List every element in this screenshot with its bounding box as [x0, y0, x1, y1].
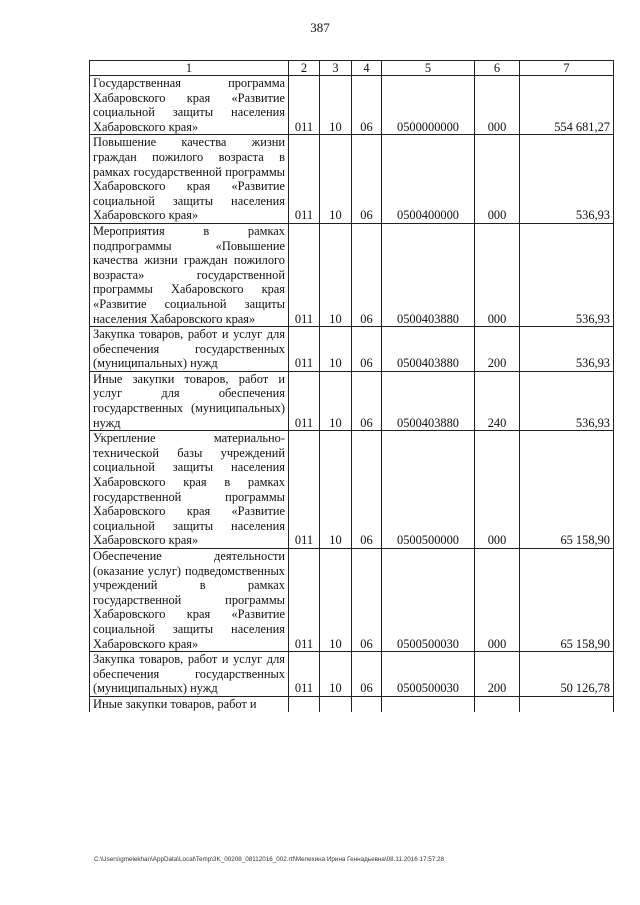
header-cell: 4 — [352, 61, 382, 76]
expense-type-cell: 000 — [475, 76, 520, 135]
amount-cell: 65 158,90 — [520, 431, 614, 549]
section-code-cell: 10 — [320, 431, 352, 549]
row-name-cell: Укрепление материально-технической базы учреждений социальной защиты населения Хабаровского края в рамках государственной программы Хабаровского края «Развитие социальной защиты населения Хабаровского края» — [90, 431, 289, 549]
row-name-cell: Государственная программа Хабаровского края «Развитие социальной защиты населения Хабаровского края» — [90, 76, 289, 135]
expense-type-cell: 200 — [475, 652, 520, 697]
amount-cell: 50 126,78 — [520, 652, 614, 697]
header-cell: 3 — [320, 61, 352, 76]
target-article-cell: 0500400000 — [382, 135, 475, 224]
section-code-cell: 10 — [320, 76, 352, 135]
expense-type-cell: 000 — [475, 549, 520, 652]
section-code-cell: 10 — [320, 549, 352, 652]
subsection-code-cell: 06 — [352, 223, 382, 326]
subsection-code-cell: 06 — [352, 549, 382, 652]
table-row — [90, 327, 614, 372]
row-name-cell: Повышение качества жизни граждан пожилого возраста в рамках государственной программы Хабаровского края «Развитие социальной защиты населения Хабаровского края» — [90, 135, 289, 224]
table-row — [90, 431, 614, 549]
section-code-cell: 10 — [320, 223, 352, 326]
amount-cell: 536,93 — [520, 135, 614, 224]
subsection-code-cell: 06 — [352, 431, 382, 549]
target-article-cell: 0500500030 — [382, 549, 475, 652]
amount-cell: 536,93 — [520, 223, 614, 326]
subsection-code-cell: 06 — [352, 652, 382, 697]
target-article-cell: 0500403880 — [382, 223, 475, 326]
ministry-code-cell: 011 — [289, 549, 320, 652]
table-row — [90, 652, 614, 697]
amount-cell — [520, 696, 614, 711]
subsection-code-cell: 06 — [352, 135, 382, 224]
section-code-cell — [320, 696, 352, 711]
target-article-cell: 0500403880 — [382, 371, 475, 430]
ministry-code-cell: 011 — [289, 431, 320, 549]
ministry-code-cell: 011 — [289, 76, 320, 135]
expense-type-cell: 000 — [475, 431, 520, 549]
section-code-cell: 10 — [320, 135, 352, 224]
table-header-row — [90, 61, 614, 76]
row-name-cell: Обеспечение деятельности (оказание услуг) подведомственных учреждений в рамках государственной программы Хабаровского края «Развитие социальной защиты населения Хабаровского края» — [90, 549, 289, 652]
ministry-code-cell: 011 — [289, 652, 320, 697]
header-cell: 6 — [475, 61, 520, 76]
target-article-cell: 0500403880 — [382, 327, 475, 372]
target-article-cell: 0500500030 — [382, 652, 475, 697]
subsection-code-cell: 06 — [352, 327, 382, 372]
header-cell: 2 — [289, 61, 320, 76]
row-name-cell: Иные закупки товаров, работ и услуг для обеспечения государственных (муниципальных) нужд — [90, 371, 289, 430]
header-cell: 5 — [382, 61, 475, 76]
amount-cell: 65 158,90 — [520, 549, 614, 652]
subsection-code-cell: 06 — [352, 76, 382, 135]
expense-type-cell: 000 — [475, 135, 520, 224]
expense-type-cell — [475, 696, 520, 711]
ministry-code-cell: 011 — [289, 327, 320, 372]
table-row — [90, 223, 614, 326]
subsection-code-cell — [352, 696, 382, 711]
ministry-code-cell: 011 — [289, 371, 320, 430]
amount-cell: 554 681,27 — [520, 76, 614, 135]
target-article-cell — [382, 696, 475, 711]
row-name-cell: Мероприятия в рамках подпрограммы «Повышение качества жизни граждан пожилого возраста» государственной программы Хабаровского края «Развитие социальной защиты населения Хабаровского края» — [90, 223, 289, 326]
ministry-code-cell: 011 — [289, 223, 320, 326]
section-code-cell: 10 — [320, 371, 352, 430]
target-article-cell: 0500500000 — [382, 431, 475, 549]
table-row — [90, 135, 614, 224]
ministry-code-cell: 011 — [289, 135, 320, 224]
expense-type-cell: 200 — [475, 327, 520, 372]
subsection-code-cell: 06 — [352, 371, 382, 430]
section-code-cell: 10 — [320, 327, 352, 372]
file-path-footer: C:\Users\gmelekhan\AppData\Local\Temp\3K_00208_08112016_002.rtf\Мелехина Ирина Геннадьевна\08.11.2016 17:57:28 — [94, 856, 444, 863]
row-name-cell: Закупка товаров, работ и услуг для обеспечения государственных (муниципальных) нужд — [90, 327, 289, 372]
expense-type-cell: 000 — [475, 223, 520, 326]
table-row — [90, 549, 614, 652]
amount-cell: 536,93 — [520, 327, 614, 372]
row-name-cell: Закупка товаров, работ и услуг для обеспечения государственных (муниципальных) нужд — [90, 652, 289, 697]
table-row — [90, 696, 614, 711]
ministry-code-cell — [289, 696, 320, 711]
budget-table — [89, 60, 614, 712]
target-article-cell: 0500000000 — [382, 76, 475, 135]
amount-cell: 536,93 — [520, 371, 614, 430]
row-name-cell: Иные закупки товаров, работ и — [90, 696, 289, 711]
page-number: 387 — [310, 20, 330, 35]
expense-type-cell: 240 — [475, 371, 520, 430]
section-code-cell: 10 — [320, 652, 352, 697]
header-cell: 7 — [520, 61, 614, 76]
table-row — [90, 371, 614, 430]
header-cell: 1 — [90, 61, 289, 76]
table-row — [90, 76, 614, 135]
